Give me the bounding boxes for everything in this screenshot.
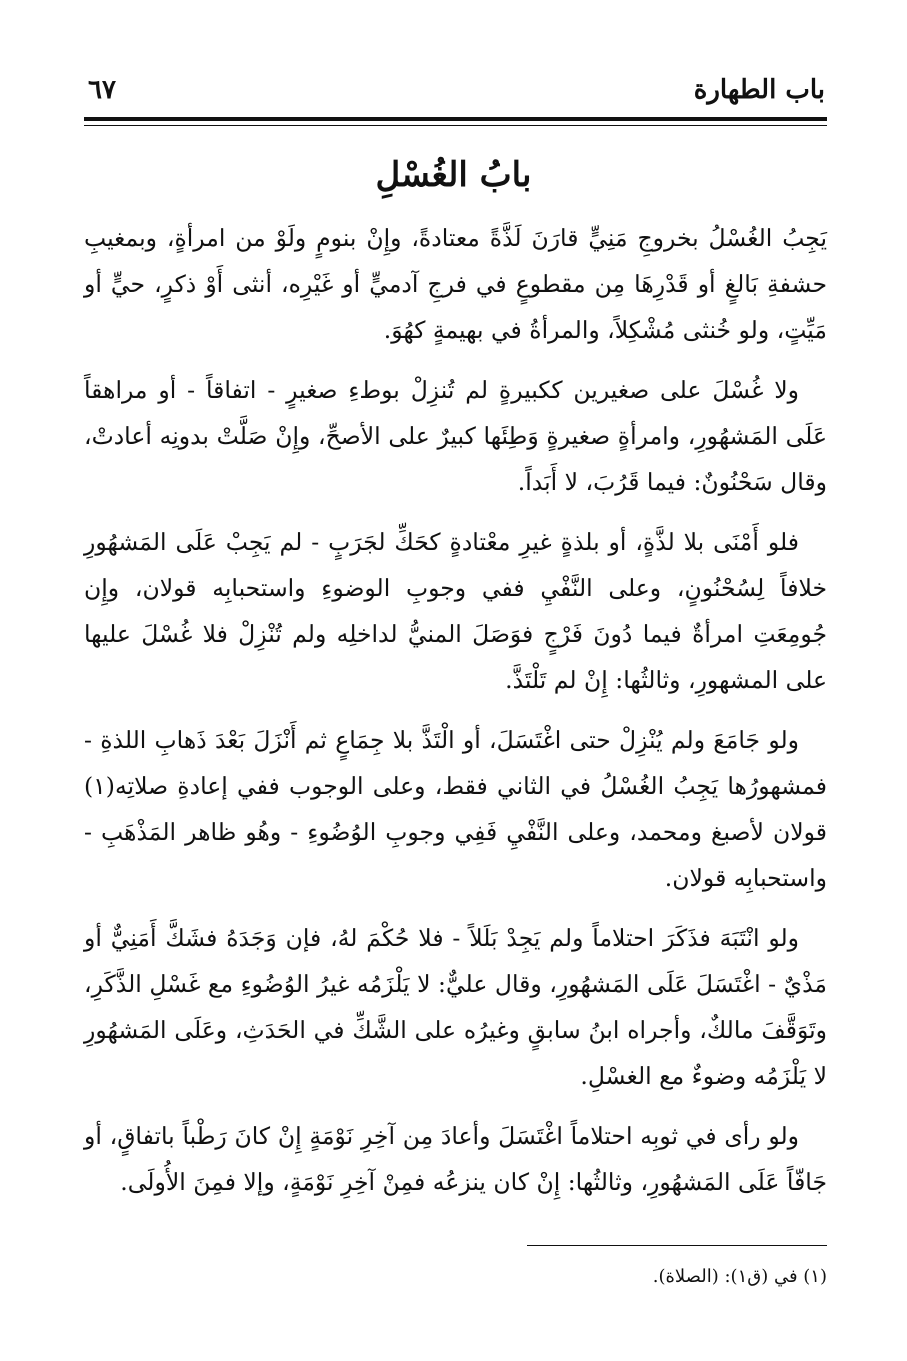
chapter-title: بابُ الغُسْلِ: [375, 155, 532, 195]
paragraph: ولو انْتَبَهَ فذَكَرَ احتلاماً ولم يَجِدْ بَلَلاً - فلا حُكْمَ لهُ، فإن وَجَدَهُ فشَكَّ أَمَنِيٌّ أو مَذْيٌ - اغْتَسَلَ عَلَى المَشهُورِ، وقال عليٌّ: لا يَلْزَمُه غيرُ الوُضُوءِ مع غَسْلِ الذَّكَرِ، وتَوَقَّفَ مالكٌ، وأجراه ابنُ سابقٍ وغيرُه على الشَّكِّ في الحَدَثِ، وعَلَى المَشهُورِ لا يَلْزَمُه وضوءٌ مع الغسْلِ.: [84, 924, 827, 1090]
header-rule-thick: [84, 117, 827, 121]
main-text: [84, 215, 827, 1219]
header-rule-thin: [84, 125, 827, 126]
paragraph: ولا غُسْلَ على صغيرين ككبيرةٍ لم تُنزِلْ بوطءِ صغيرٍ - اتفاقاً - أو مراهقاً عَلَى المَشهُورِ، وامرأةٍ صغيرةٍ وَطِئَها كبيرٌ على الأصحِّ، وإِنْ صَلَّتْ بدونِه أعادتْ، وقال سَحْنُونٌ: فيما قَرُبَ، لا أَبَداً.: [84, 376, 827, 496]
paragraph: ولو جَامَعَ ولم يُنْزِلْ حتى اغْتَسَلَ، أو الْتَذَّ بلا جِمَاعٍ ثم أَنْزَلَ بَعْدَ ذَهابِ اللذةِ - فمشهورُها يَجِبُ الغُسْلُ في الثاني فقط، وعلى الوجوب ففي إعادةِ صلاتِه(١) قولان لأصبغ ومحمد، وعلى النَّفْيِ فَفِي وجوبِ الوُضُوءِ - وهُو ظاهر المَذْهَبِ - واستحبابِه قولان.: [84, 726, 827, 892]
page-number: ٦٧: [88, 75, 116, 105]
paragraph: فلو أَمْنَى بلا لذَّةٍ، أو بلذةٍ غيرِ معْتادةٍ كحَكِّ لجَرَبٍ - لم يَجِبْ عَلَى المَشهُورِ خلافاً لِسُحْنُونٍ، وعلى النَّفْيِ ففي وجوبِ الوضوءِ واستحبابِه قولان، وإِن جُومِعَتِ امرأةٌ فيما دُونَ فَرْجٍ فوَصَلَ المنيُّ لداخلِه ولم تُنْزِلْ فلا غُسْلَ عليها على المشهورِ، وثالثُها: إِنْ لم تَلْتَذَّ.: [84, 528, 827, 694]
running-title: باب الطهارة: [693, 75, 825, 105]
paragraph: ولو رأى في ثوبِه احتلاماً اغْتَسَلَ وأعادَ مِن آخِرِ نَوْمَةٍ إِنْ كانَ رَطْباً باتفاقٍ، أو جَافّاً عَلَى المَشهُورِ، وثالثُها: إِنْ كان ينزعُه فمِنْ آخِرِ نَوْمَةٍ، وإلا فمِنَ الأُولَى.: [84, 1122, 827, 1196]
paragraph: يَجِبُ الغُسْلُ بخروجِ مَنِيٍّ قارَنَ لَذَّةً معتادةً، وإِنْ بنومٍ ولَوْ من امرأةٍ، وبمغيبِ حشفةِ بَالغٍ أو قَدْرِهَا مِن مقطوعٍ في فرجِ آدميٍّ أو غَيْرِه، أنثى أَوْ ذكرٍ، حيٍّ أو مَيِّتٍ، ولو خُنثى مُشْكِلاً، والمرأةُ في بهيمةٍ كهُوَ.: [84, 224, 827, 344]
footnote-separator: [527, 1245, 827, 1246]
running-header: [88, 70, 825, 110]
footnote: (١) في (ق١): (الصلاة).: [652, 1266, 827, 1287]
